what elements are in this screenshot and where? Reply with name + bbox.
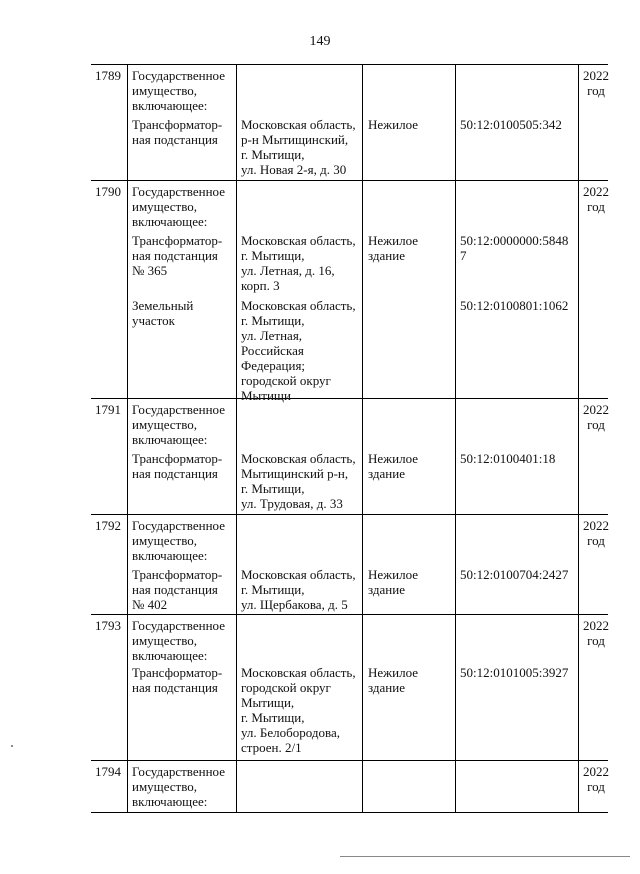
property-table (91, 64, 608, 813)
item-address: Московская область, городской округ Мытищи, г. Мытищи, ул. Белобородова, строен. 2/1 (241, 665, 356, 755)
record-title: Государственное имущество, включающее: (132, 764, 225, 809)
table-record-1793 (91, 615, 608, 761)
record-title: Государственное имущество, включающее: (132, 618, 225, 663)
item-address: Московская область, Мытищинский р-н, г. Мытищи, ул. Трудовая, д. 33 (241, 451, 356, 511)
record-title: Государственное имущество, включающее: (132, 518, 225, 563)
record-number: 1789 (95, 68, 121, 83)
item-name: Трансформатор- ная подстанция (132, 451, 223, 481)
item-cadastral-number: 50:12:0100401:18 (460, 451, 556, 466)
item-name: Трансформатор- ная подстанция (132, 665, 223, 695)
item-name: Трансформатор- ная подстанция № 365 (132, 233, 223, 278)
record-number: 1794 (95, 764, 121, 779)
table-record-1790 (91, 181, 609, 403)
record-year: 2022 год (583, 764, 609, 794)
record-number: 1791 (95, 402, 121, 417)
record-year: 2022 год (583, 518, 609, 548)
table-record-1792 (91, 515, 608, 615)
item-address: Московская область, г. Мытищи, ул. Летная, Российская Федерация; городской округ Мытищи (241, 298, 356, 403)
item-type: Нежилое здание (368, 233, 419, 263)
page-number: 149 (309, 34, 331, 49)
item-address: Московская область, г. Мытищи, ул. Летная, д. 16, корп. 3 (241, 233, 356, 293)
item-address: Московская область, р-н Мытищинский, г. Мытищи, ул. Новая 2-я, д. 30 (241, 117, 356, 177)
item-cadastral-number: 50:12:0100704:2427 (460, 567, 569, 582)
item-type: Нежилое здание (368, 451, 419, 481)
item-address: Московская область, г. Мытищи, ул. Щербакова, д. 5 (241, 567, 356, 612)
table-record-1794 (91, 761, 608, 812)
table-record-1791 (91, 399, 608, 515)
record-title: Государственное имущество, включающее: (132, 184, 225, 229)
item-cadastral-number: 50:12:0100801:1062 (460, 298, 569, 313)
item-cadastral-number: 50:12:0100505:342 (460, 117, 562, 132)
item-name: Земельный участок (132, 298, 194, 328)
record-number: 1792 (95, 518, 121, 533)
item-type: Нежилое здание (368, 567, 419, 597)
table-record-1789 (91, 65, 608, 181)
record-title: Государственное имущество, включающее: (132, 402, 225, 447)
item-cadastral-number: 50:12:0101005:3927 (460, 665, 569, 680)
item-name: Трансформатор- ная подстанция № 402 (132, 567, 223, 612)
item-type: Нежилое здание (368, 665, 419, 695)
scan-speck (11, 745, 13, 747)
record-year: 2022 год (583, 184, 609, 214)
record-title: Государственное имущество, включающее: (132, 68, 225, 113)
record-year: 2022 год (583, 402, 609, 432)
item-name: Трансформатор- ная подстанция (132, 117, 223, 147)
item-type: Нежилое (368, 117, 419, 132)
record-number: 1790 (95, 184, 121, 199)
record-number: 1793 (95, 618, 121, 633)
footer-rule (340, 856, 630, 857)
record-year: 2022 год (583, 618, 609, 648)
record-year: 2022 год (583, 68, 609, 98)
item-cadastral-number: 50:12:0000000:5848 7 (460, 233, 569, 263)
